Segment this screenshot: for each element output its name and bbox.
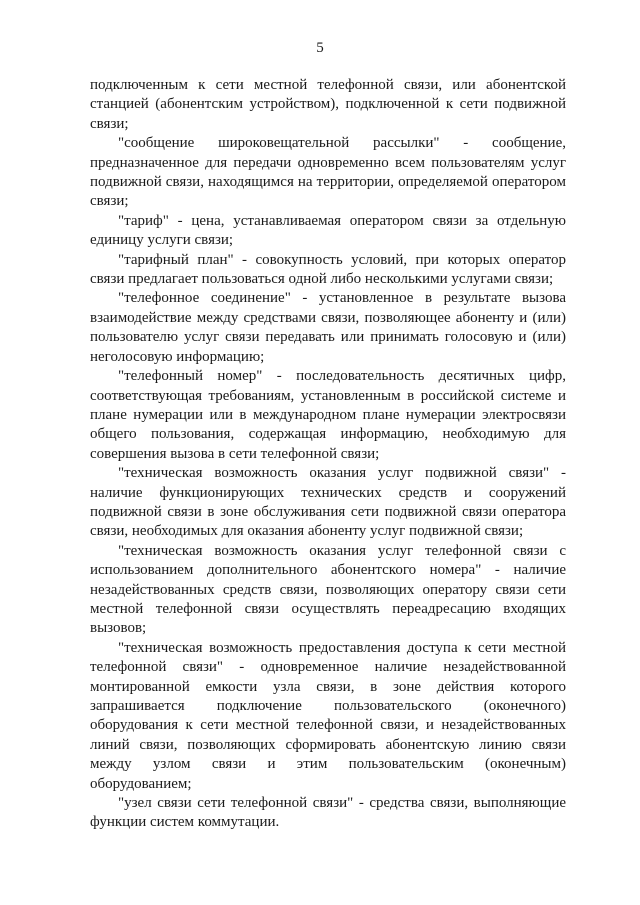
definition-additional-number-possibility: "техническая возможность оказания услуг телефонной связи с использованием дополнительного абонентского номера" - наличие незадействованных средств связи, позволяющих оператору связи сети местной телефонной связи осуществлять переадресацию входящих вызовов;	[90, 542, 566, 637]
definition-tariff-plan: "тарифный план" - совокупность условий, при которых оператор связи предлагает пользоваться одной либо несколькими услугами связи;	[90, 251, 566, 288]
document-body	[90, 76, 566, 833]
definition-broadcast-message: "сообщение широковещательной рассылки" - сообщение, предназначенное для передачи одновременно всем пользователям услуг подвижной связи, находящимся на территории, определяемой оператором связи;	[90, 135, 566, 210]
paragraph-continuation: подключенным к сети местной телефонной связи, или абонентской станцией (абонентским устройством), подключенной к сети подвижной связи;	[90, 77, 566, 132]
definition-telephone-number: "телефонный номер" - последовательность десятичных цифр, соответствующая требованиям, установленным в российской системе и плане нумерации или в международном плане нумерации электросвязи общего пользования, содержащая информацию, необходимую для совершения вызова в сети телефонной связи;	[90, 368, 566, 462]
definition-tariff: "тариф" - цена, устанавливаемая оператором связи за отдельную единицу услуги связи;	[90, 212, 566, 249]
definition-local-access-possibility: "техническая возможность предоставления доступа к сети местной телефонной связи" - одновременное наличие незадействованной монтированной емкости узла связи, в зоне действия которого запрашивается подключение пользовательского (оконечного) оборудования к сети местной телефонной связи, и незадействованных линий связи, позволяющих сформировать абонентскую линию связи между узлом связи и этим пользовательским (оконечным) оборудованием;	[90, 639, 566, 792]
definition-mobile-technical-possibility: "техническая возможность оказания услуг подвижной связи" - наличие функционирующих технических средств и сооружений подвижной связи в зоне обслуживания сети подвижной связи оператора связи, необходимых для оказания абоненту услуг подвижной связи;	[90, 465, 566, 540]
definition-telephone-connection: "телефонное соединение" - установленное в результате вызова взаимодействие между средствами связи, позволяющее абоненту и (или) пользователю услуг связи передавать или принимать голосовую и (или) неголосовую информацию;	[90, 290, 566, 365]
page-number: 5	[316, 40, 324, 56]
definition-switching-node: "узел связи сети телефонной связи" - средства связи, выполняющие функции систем коммутации.	[90, 795, 566, 831]
